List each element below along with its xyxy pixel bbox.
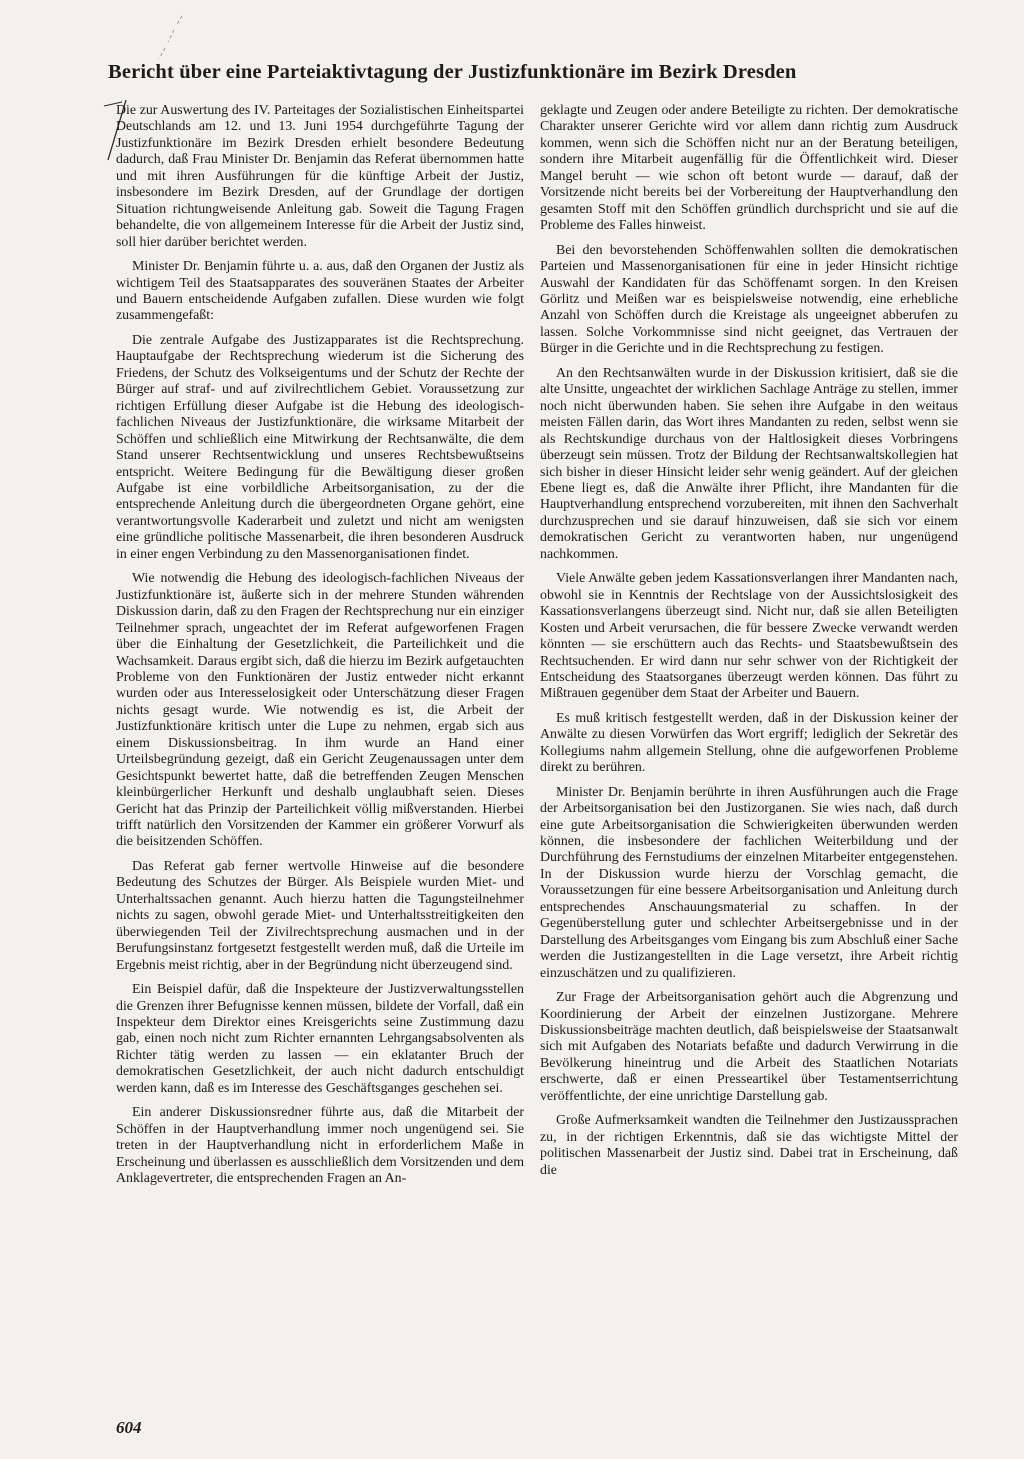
paragraph: Bei den bevorstehenden Schöffenwahlen sollten die demokratischen Parteien und Massenorganisationen für eine in jeder Hinsicht richtige Auswahl der Kandidaten für das Schöffenamt sorgen. In den Kreisen Görlitz und Meißen war es beispielsweise notwendig, eine erhebliche Anzahl von Schöffen durch die Kreistage als ungeeignet abberufen zu lassen. Solche Vorkommnisse sind nicht geeignet, das Vertrauen der Bürger in die Gerichte und in die Rechtsprechung zu festigen. [540,242,958,357]
paragraph: Wie notwendig die Hebung des ideologisch-fachlichen Niveaus der Justizfunktionäre ist, äußerte sich in der mehrere Stunden währenden Diskussion darin, daß zu den Fragen der Rechtsprechung nur ein einziger Teilnehmer sprach, ungeachtet der im Referat aufgeworfenen Fragen über die Einhaltung der Gesetzlichkeit, die Parteilichkeit und die Wachsamkeit. Daraus ergibt sich, daß die hierzu im Bezirk aufgetauchten Probleme von den Funktionären der Justiz entweder nicht erkannt wurden oder aus Interesselosigkeit oder Unterschätzung dieser Fragen nichts gesagt wurde. Wie notwendig es ist, die Arbeit der Justizfunktionäre kritisch unter die Lupe zu nehmen, ergab sich aus einem Diskussionsbeitrag. In ihm wurde an Hand einer Urteilsbegründung gezeigt, daß ein Gericht Zeugenaussagen unter dem Gesichtspunkt bewertet hatte, daß die betreffenden Zeugen Menschen kleinbürgerlicher Herkunft und deshalb unglaubhaft seien. Dieses Gericht hat das Prinzip der Parteilichkeit völlig mißverstanden. Hierbei trifft natürlich den Vorsitzenden der Kammer ein größerer Vorwurf als die beisitzenden Schöffen. [116,571,524,850]
article-title: Bericht über eine Parteiaktivtagung der Justizfunktionäre im Bezirk Dresden [108,61,797,83]
pencil-mark-top [150,12,190,64]
right-column [540,103,958,1187]
paragraph: Die zur Auswertung des IV. Parteitages der Sozialistischen Einheitspartei Deutschlands am 12. und 13. Juni 1954 durchgeführte Tagung der Justizfunktionäre im Bezirk Dresden erhielt besondere Bedeutung dadurch, daß Frau Minister Dr. Benjamin das Referat übernommen hatte und mit ihren Ausführungen für die künftige Arbeit der Justiz, insbesondere im Bezirk Dresden, auf der Grundlage der dortigen Situation richtungweisende Anleitung gab. Soweit die Tagung Fragen behandelte, die von allgemeinem Interesse für die Arbeit der Justiz sind, soll hier darüber berichtet werden. [116,103,524,250]
left-column [116,103,524,1196]
paragraph: Das Referat gab ferner wertvolle Hinweise auf die besondere Bedeutung des Schutzes der Bürger. Als Beispiele wurden Miet- und Unterhaltssachen genannt. Auch hierzu hatten die Tagungsteilnehmer nichts zu sagen, obwohl gerade Miet- und Unterhaltsstreitigkeiten den überwiegenden Teil der Zivilrechtsprechung ausmachen und in der Berufungsinstanz fortgesetzt festgestellt werden muß, daß die Urteile im Ergebnis meist richtig, aber in der Begründung nicht überzeugend sind. [116,858,524,973]
paragraph: Minister Dr. Benjamin führte u. a. aus, daß den Organen der Justiz als wichtigem Teil des Staatsapparates des souveränen Staates der Arbeiter und Bauern entscheidende Aufgaben zufallen. Diese wurden wie folgt zusammengefaßt: [116,259,524,324]
paragraph: geklagte und Zeugen oder andere Beteiligte zu richten. Der demokratische Charakter unserer Gerichte wird vor allem dann richtig zum Ausdruck kommen, wenn sich die Schöffen nicht nur an der Beratung beteiligen, sondern ihre Mitarbeit augenfällig für die Öffentlichkeit wird. Dieser Mangel beruht — wie schon oft betont wurde — darauf, daß der Vorsitzende nicht bereits bei der Vorbereitung der Hauptverhandlung den gesamten Stoff mit den Schöffen gründlich durchspricht und sie auf die Probleme des Falles hinweist. [540,103,958,234]
paragraph: Große Aufmerksamkeit wandten die Teilnehmer den Justizaussprachen zu, in der richtigen Erkenntnis, daß sie das wichtigste Mittel der politischen Massenarbeit der Justiz sind. Dabei trat in Erscheinung, daß die [540,1113,958,1178]
paragraph: Viele Anwälte geben jedem Kassationsverlangen ihrer Mandanten nach, obwohl sie in Kenntnis der Rechtslage von der Aussichtslosigkeit des Kassationsverlangens überzeugt sind. Nicht nur, daß sie allen Beteiligten Kosten und Arbeit verursachen, die für bessere Zwecke verwandt werden könnten — sie erschüttern auch das Rechts- und Staatsbewußtsein des Rechtsuchenden. Er wird dann nur sehr schwer von der Richtigkeit der Entscheidung des Staatsorganes überzeugt werden können. Das führt zu Mißtrauen gegenüber dem Staat der Arbeiter und Bauern. [540,571,958,702]
paragraph: Zur Frage der Arbeitsorganisation gehört auch die Abgrenzung und Koordinierung der Arbeit der einzelnen Justizorgane. Mehrere Diskussionsbeiträge machten deutlich, daß beispielsweise der Staatsanwalt sich mit Aufgaben des Notariats befaßte und dadurch Verwirrung in die Bevölkerung hineintrug und die Arbeit des Staatlichen Notariats erschwerte, daß er einen Presseartikel über Testamentserrichtung veröffentlichte, der eine unrichtige Darstellung gab. [540,990,958,1104]
page-number: 604 [116,1418,142,1437]
paragraph: Ein anderer Diskussionsredner führte aus, daß die Mitarbeit der Schöffen in der Hauptverhandlung immer noch ungenügend sei. Sie treten in der Hauptverhandlung nicht in erforderlichem Maße in Erscheinung und überlassen es ausschließlich dem Vorsitzenden und dem Anklagevertreter, die entsprechenden Fragen an An- [116,1105,524,1187]
paragraph: Die zentrale Aufgabe des Justizapparates ist die Rechtsprechung. Hauptaufgabe der Rechtsprechung wiederum ist die Sicherung des Friedens, der Schutz des Volkseigentums und der Schutz der Rechte der Bürger auf straf- und auf zivilrechtlichem Gebiet. Voraussetzung zur richtigen Erfüllung dieser Aufgabe ist die Hebung des ideologisch-fachlichen Niveaus der Justizfunktionäre, die wirksame Mitarbeit der Schöffen und schließlich eine Mitwirkung der Rechtsanwälte, die dem Stand unserer Rechtsentwicklung und unseres Rechtsbewußtseins entspricht. Weitere Bedingung für die Bewältigung dieser großen Aufgabe ist eine vorbildliche Arbeitsorganisation, zu der die entsprechende Anleitung durch die übergeordneten Organe gehört, eine verantwortungsvolle Kaderarbeit und zuletzt und nicht am wenigsten eine gründliche politische Massenarbeit, die ihren besonderen Ausdruck in einer engen Verbindung zu den Massenorganisationen findet. [116,332,524,562]
paragraph: Ein Beispiel dafür, daß die Inspekteure der Justizverwaltungsstellen die Grenzen ihrer Befugnisse kennen müssen, bildete der Vorfall, daß ein Inspekteur dem Direktor eines Kreisgerichts seine Zustimmung dazu gab, einen noch nicht zum Richter ernannten Lehrgangsabsolventen als Richter tätig werden zu lassen — ein eklatanter Bruch der demokratischen Gesetzlichkeit, der auch nicht dadurch entschuldigt werden kann, daß es im Interesse des Geschäftsganges geschehen sei. [116,982,524,1096]
paragraph: Minister Dr. Benjamin berührte in ihren Ausführungen auch die Frage der Arbeitsorganisation bei den Justizorganen. Sie wies nach, daß durch eine gute Arbeitsorganisation die Schwierigkeiten überwunden werden können, die insbesondere der fachlichen Weiterbildung und der Durchführung des Fernstudiums der einzelnen Mitarbeiter entgegenstehen. In der Diskussion wurde hierzu der Vorschlag gemacht, die Voraussetzungen für eine bessere Arbeitsorganisation und Anleitung durch entsprechendes Anschauungsmaterial zu schaffen. In der Gegenüberstellung guter und schlechter Arbeitsergebnisse und in der Darstellung des Arbeitsganges vom Eingang bis zum Abschluß einer Sache werden die Justizangestellten in die Lage versetzt, ihre Arbeit richtig einzuschätzen und zu qualifizieren. [540,784,958,981]
paragraph: An den Rechtsanwälten wurde in der Diskussion kritisiert, daß sie die alte Unsitte, ungeachtet der wirklichen Sachlage Anträge zu stellen, immer noch nicht überwunden haben. Sie sehen ihre Aufgabe in den weitaus meisten Fällen darin, das Wort ihres Mandanten zu reden, selbst wenn sie als Rechtskundige durchaus von der Haltlosigkeit dieses Vorbringens überzeugt sein müssen. Trotz der Bildung der Rechtsanwaltskollegien hat sich bisher in dieser Hinsicht leider sehr wenig geändert. Auf der gleichen Ebene liegt es, daß die Anwälte ihrer Pflicht, ihre Mandanten für die Hauptverhandlung entsprechend vorzubereiten, mit ihnen den Sachverhalt durchzusprechen und sie darauf hinzuweisen, daß sie sich vor einem demokratischen Gericht zu verantworten haben, nur ungenügend nachkommen. [540,365,958,562]
paragraph: Es muß kritisch festgestellt werden, daß in der Diskussion keiner der Anwälte zu diesen Vorwürfen das Wort ergriff; lediglich der Sekretär des Kollegiums nahm allgemein Stellung, ohne die aufgeworfenen Probleme direkt zu berühren. [540,710,958,776]
